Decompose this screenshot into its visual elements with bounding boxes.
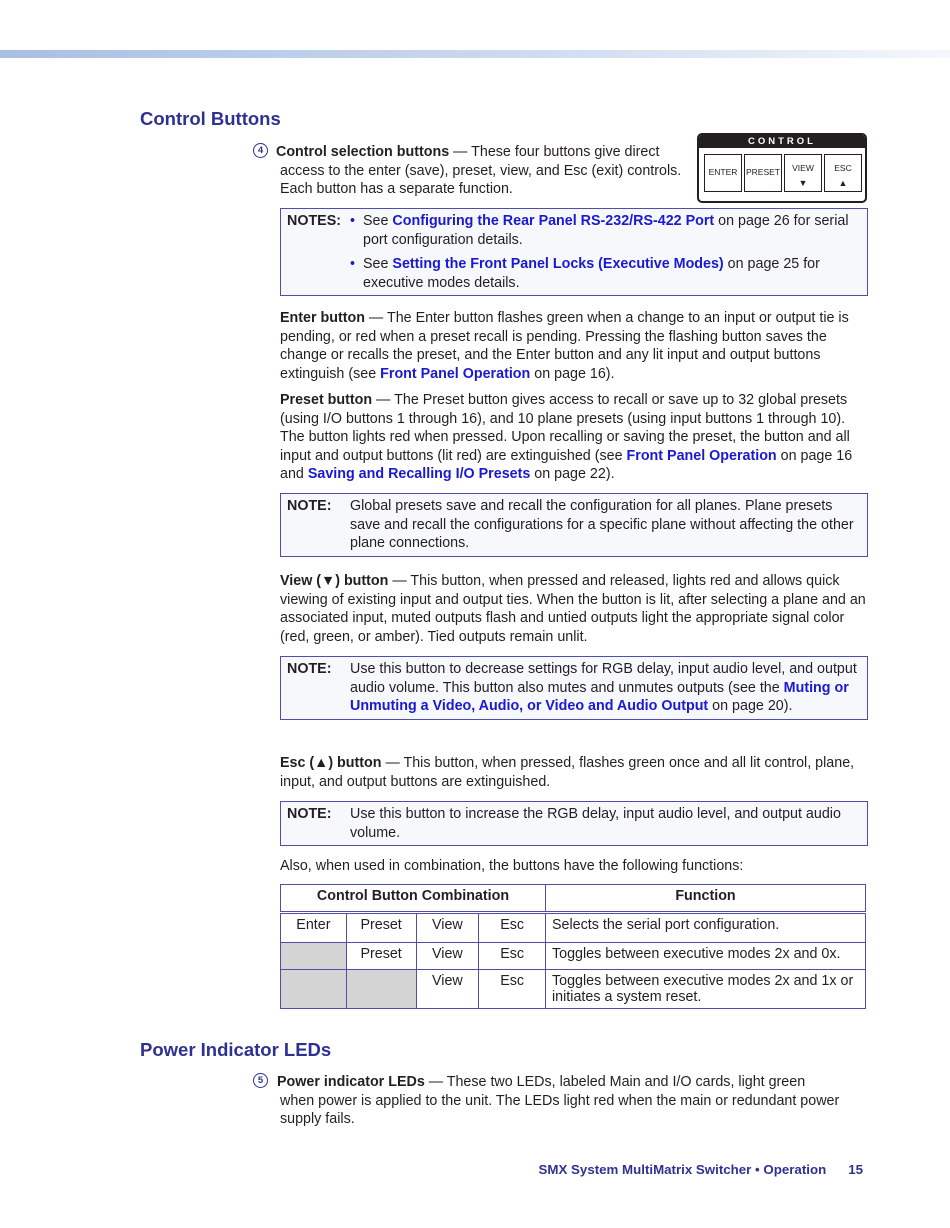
link-front-panel-locks[interactable]: Setting the Front Panel Locks (Executive Modes) [392,256,724,273]
button-combination-table [280,884,866,1009]
link-muting-unmuting[interactable]: Muting or Unmuting a Video, Audio, or Video and Audio Output [350,679,849,715]
callout-number-4: 4 [253,143,268,158]
notes-bullet-1: See Configuring the Rear Panel RS-232/RS-422 Port on page 26 for serial port configuration details. [363,213,849,248]
notes-box-references [280,208,868,296]
control-selection-term: Control selection buttons [276,144,450,160]
control-selection-paragraph [276,143,690,199]
bullet-icon: • [350,213,356,229]
preset-button-paragraph: Preset button — The Preset button gives access to recall or save up to 32 global presets (using I/O buttons 1 through 16), and 10 plane presets (using input buttons 1 through 10). The button lights red when pressed. Upon recalling or saving the preset, the button and all input and output buttons (lit red) are extinguished (see Front Panel Operation on page 16 and Saving and Recalling I/O Presets on page 22). [280,392,853,483]
table-row: Enter Preset View Esc Selects the serial port configuration. [281,913,866,943]
section-heading-control-buttons: Control Buttons [140,108,281,129]
down-arrow-icon: ▼ [798,178,808,188]
link-front-panel-operation-2[interactable]: Front Panel Operation [626,447,777,464]
control-panel-title: CONTROL [699,135,865,148]
header-combination: Control Button Combination [281,885,546,913]
panel-preset-button: PRESET [744,154,782,192]
view-button-paragraph: View (▼) button — This button, when pressed and released, lights red and allows quick viewing of existing input and output ties. When the button is lit, after selecting a plane and an associated input, muted outputs flash and untied outputs light the appropriate signal color (red, green, or amber). Tied outputs remain unlit. [280,573,866,645]
up-arrow-icon: ▲ [838,178,848,188]
enter-button-paragraph: Enter button — The Enter button flashes green when a change to an input or output tie is pending, or red when a preset recall is pending. Pressing the flashing button saves the change or recalls the preset, and the Enter button and any lit input and output buttons extinguish (see Front Panel Operation on page 16). [280,310,849,382]
note-box-view: NOTE: Use this button to decrease settings for RGB delay, input audio level, and output audio volume. This button also mutes and unmutes outputs (see the Muting or Unmuting a Video, Audio, or Video and Audio Output on page 20). [280,656,868,720]
table-row: View Esc Toggles between executive modes 2x and 1x or initiates a system reset. [281,970,866,1009]
panel-enter-button: ENTER [704,154,742,192]
header-gradient-bar [0,50,950,58]
panel-esc-button: ESC ▲ [824,154,862,192]
page-number: 15 [848,1162,863,1177]
header-function: Function [546,885,866,913]
power-leds-paragraph: Power indicator LEDs — These two LEDs, labeled Main and I/O cards, light green when power is applied to the unit. The LEDs light red when the main or redundant power supply fails. [277,1074,840,1128]
control-panel-illustration [697,133,867,203]
link-rs232-port[interactable]: Configuring the Rear Panel RS-232/RS-422 Port [392,213,715,229]
note-box-esc: NOTE: Use this button to increase the RGB delay, input audio level, and output audio volume. [280,801,868,846]
esc-button-paragraph: Esc (▲) button — This button, when pressed, flashes green once and all lit control, plane, input, and output buttons are extinguished. [280,755,855,790]
combination-intro: Also, when used in combination, the buttons have the following functions: [280,858,744,874]
control-selection-text: — These four buttons give direct access to the enter (save), preset, view, and Esc (exit) controls. Each button has a separate function. [280,144,682,198]
notes-label: NOTES: [287,213,342,229]
note-box-presets: NOTE: Global presets save and recall the configuration for all planes. Plane presets save and recall the configurations for a specific plane without affecting the other plane connections. [280,493,868,557]
section-heading-power-leds: Power Indicator LEDs [140,1039,332,1060]
table-header-row [281,885,866,913]
footer-title: SMX System MultiMatrix Switcher • Operation [538,1162,827,1177]
panel-view-button: VIEW ▼ [784,154,822,192]
table-row: Preset View Esc Toggles between executive modes 2x and 0x. [281,943,866,970]
link-front-panel-operation[interactable]: Front Panel Operation [380,365,531,382]
callout-number-5: 5 [253,1073,268,1088]
page-footer [539,1162,863,1177]
notes-bullet-2: See Setting the Front Panel Locks (Executive Modes) on page 25 for executive modes details. [363,256,820,291]
link-saving-recalling-presets[interactable]: Saving and Recalling I/O Presets [307,466,531,483]
bullet-icon: • [350,256,356,273]
